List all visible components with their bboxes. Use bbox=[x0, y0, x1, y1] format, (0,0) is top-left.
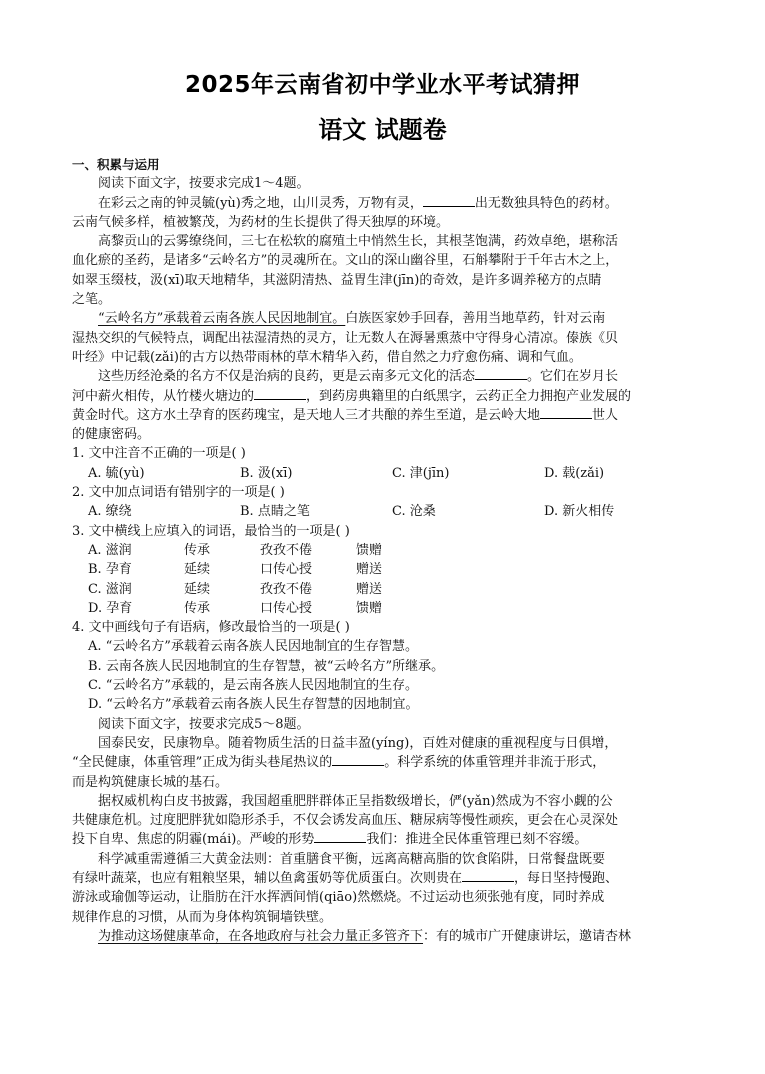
section-heading: 一、积累与运用 bbox=[72, 157, 160, 172]
passage-text: “全民健康，体重管理”正成为街头巷尾热议的 bbox=[72, 755, 333, 771]
option-b[interactable]: B. 汲(xī) bbox=[240, 465, 293, 481]
passage-line: 而是构筑健康长城的基石。 bbox=[72, 774, 229, 790]
passage-line bbox=[72, 271, 697, 290]
passage-line: 游泳或瑜伽等运动，让脂肪在汗水挥洒间悄(qiāo)然燃烧。不过运动也须张弛有度，同时养成 bbox=[72, 890, 605, 906]
passage-line: 据权威机构白皮书披露，我国超重肥胖群体正呈指数级增长，俨(yǎn)然成为不容小觑的公 bbox=[98, 793, 613, 809]
passage-line: 湿热交织的气候特点，调配出祛湿清热的灵方，让无数人在溽暑熏蒸中守得身心清凉。傣族《贝 bbox=[72, 330, 619, 346]
fill-blank bbox=[462, 869, 514, 882]
option-d[interactable]: D. 载(zǎi) bbox=[544, 465, 605, 481]
passage-line bbox=[72, 927, 697, 946]
passage-text: 科学减重需遵循三大黄金法则：首重膳食平衡，远离高糖高脂的饮食陷阱， bbox=[98, 851, 528, 867]
option-a[interactable]: A. 毓(yù) bbox=[88, 465, 145, 481]
passage-line bbox=[72, 850, 697, 869]
fill-blank bbox=[254, 387, 306, 400]
passage-text: 世人 bbox=[592, 407, 619, 423]
option-b[interactable]: B. 云南各族人民因地制宜的生存智慧，被“云岭名方”所继承。 bbox=[88, 658, 445, 674]
passage-line: 之笔。 bbox=[72, 292, 112, 308]
reading-instruction: 阅读下面文字，按要求完成1～4题。 bbox=[98, 176, 310, 192]
passage-line: 规律作息的习惯，从而为身体构筑铜墙铁壁。 bbox=[72, 909, 333, 925]
question-3-option-a[interactable] bbox=[72, 541, 697, 560]
option-cell: 赠送 bbox=[356, 562, 383, 578]
passage-line: 云南气候多样，植被繁茂，为药材的生长提供了得天独厚的环境。 bbox=[72, 214, 450, 230]
passage-text: 黄金时代。这方水土孕育的医药瑰宝，是天地人三才共酿的养生至道，是云岭大地 bbox=[72, 407, 541, 423]
passage-line bbox=[72, 367, 697, 386]
dotted-word: 日常 bbox=[527, 851, 554, 867]
question-3-option-c[interactable] bbox=[72, 580, 697, 599]
passage-line bbox=[72, 194, 697, 213]
passage-line bbox=[72, 387, 697, 406]
passage-text: 出无数独具特色的药材。 bbox=[474, 195, 618, 211]
option-cell: 孜孜不倦 bbox=[260, 542, 313, 558]
passage-line bbox=[72, 869, 697, 888]
passage-text: 这些历经沧桑的名方不仅是治病的良药，更是云南多元文化的活态 bbox=[98, 369, 476, 385]
fill-blank bbox=[332, 753, 384, 766]
fill-blank bbox=[423, 194, 475, 207]
reading-instruction: 阅读下面文字，按要求完成5～8题。 bbox=[98, 716, 310, 732]
passage-text: 白族医家妙手回春，善用当地草药，针对云南 bbox=[345, 311, 606, 327]
question-2-options bbox=[72, 502, 697, 521]
exam-title: 2025年云南省初中学业水平考试猜押 bbox=[184, 72, 580, 98]
option-c[interactable]: C. “云岭名方”承载的，是云南各族人民因地制宜的生存。 bbox=[88, 678, 419, 694]
option-a[interactable]: A. 缭绕 bbox=[88, 504, 132, 520]
passage-text: 有绿叶蔬菜，也应有粗粮坚果，辅以鱼禽蛋奶等优质蛋白。次则贵在 bbox=[72, 870, 463, 886]
option-cell: A. 滋润 bbox=[88, 542, 132, 558]
option-c[interactable]: C. 沧桑 bbox=[392, 504, 436, 520]
option-c[interactable]: C. 津(jīn) bbox=[392, 465, 450, 481]
question-1: 1. 文中注音不正确的一项是( ) bbox=[72, 446, 246, 462]
question-3-option-b[interactable] bbox=[72, 560, 697, 579]
option-cell: 馈赠 bbox=[356, 542, 383, 558]
option-cell: 孜孜不倦 bbox=[260, 581, 313, 597]
passage-text: 河中薪火相传，从竹楼火塘边的 bbox=[72, 388, 255, 404]
option-d[interactable]: D. 新火相传 bbox=[544, 504, 615, 520]
option-cell: 传承 bbox=[184, 542, 211, 558]
passage-text: ，每日坚持慢跑、 bbox=[514, 870, 619, 886]
dotted-word: 点睛 bbox=[575, 272, 602, 288]
option-d[interactable]: D. “云岭名方”承载着云南各族人民生存智慧的因地制宜。 bbox=[88, 697, 419, 713]
passage-line: 血化瘀的圣药，是诸多“云岭名方”的灵魂所在。文山的深山幽谷里，石斛攀附于千年古木之上， bbox=[72, 253, 619, 269]
option-cell: 传承 bbox=[184, 600, 211, 616]
underlined-sentence: “云岭名方”承载着云南各族人民因地制宜。 bbox=[98, 311, 346, 327]
fill-blank bbox=[475, 367, 527, 380]
question-4: 4. 文中画线句子有语病，修改最恰当的一项是( ) bbox=[72, 620, 350, 636]
passage-text: 投下自卑、焦虑的阴霾(mái)。严峻的形势 bbox=[72, 832, 315, 848]
passage-line: 共健康危机。过度肥胖犹如隐形杀手，不仅会诱发高血压、糖尿病等慢性顽疾，更会在心灵深处 bbox=[72, 813, 619, 829]
question-3: 3. 文中横线上应填入的词语，最恰当的一项是( ) bbox=[72, 523, 350, 539]
option-cell: B. 孕育 bbox=[88, 562, 132, 578]
passage-line bbox=[72, 753, 697, 772]
passage-line: 叶经》中记载(zǎi)的古方以热带雨林的草木精华入药，借自然之力疗愈伤痛、调和气血。 bbox=[72, 349, 582, 365]
option-b[interactable]: B. 点睛之笔 bbox=[240, 504, 310, 520]
option-a[interactable]: A. “云岭名方”承载着云南各族人民因地制宜的生存智慧。 bbox=[88, 639, 418, 655]
fill-blank bbox=[540, 406, 592, 419]
option-cell: 馈赠 bbox=[356, 600, 383, 616]
passage-text: 餐盘既要 bbox=[553, 851, 606, 867]
option-cell: D. 孕育 bbox=[88, 600, 133, 616]
option-cell: 赠送 bbox=[356, 581, 383, 597]
passage-line: 的健康密码。 bbox=[72, 427, 151, 443]
underlined-sentence: 为推动这场健康革命，在各地政府与社会力量正多管齐下 bbox=[98, 928, 424, 944]
option-cell: 口传心授 bbox=[260, 600, 313, 616]
passage-line bbox=[72, 406, 697, 425]
option-cell: 口传心授 bbox=[260, 562, 313, 578]
passage-line: 高黎贡山的云雾缭绕间，三七在松软的腐殖土中悄然生长，其根茎饱满，药效卓绝，堪称活 bbox=[98, 234, 619, 250]
option-cell: 延续 bbox=[184, 562, 211, 578]
exam-subtitle: 语文 试题卷 bbox=[318, 116, 447, 144]
passage-text: 。它们在岁月长 bbox=[527, 369, 619, 385]
question-1-options bbox=[72, 464, 697, 483]
option-cell: C. 滋润 bbox=[88, 581, 132, 597]
passage-text: ，到药房典籍里的白纸黑字，云药正全力拥抱产业发展的 bbox=[306, 388, 632, 404]
passage-text: 我们：推进全民体重管理已刻不容缓。 bbox=[366, 832, 588, 848]
passage-text: 在彩云之南的钟灵毓(yù)秀之地，山川灵秀，万物有灵， bbox=[98, 195, 423, 211]
passage-text: 如翠玉缀枝，汲(xī)取天地精华，其滋阴清热、益胃生津(jīn)的奇效，是许多调养秘方的 bbox=[72, 272, 576, 288]
option-cell: 延续 bbox=[184, 581, 211, 597]
question-3-option-d[interactable] bbox=[72, 599, 697, 618]
passage-text: ：有的城市广开健康讲坛，邀请杏林 bbox=[423, 928, 632, 944]
question-2: 2. 文中加点词语有错别字的一项是( ) bbox=[72, 485, 285, 501]
passage-line bbox=[72, 830, 697, 849]
fill-blank bbox=[314, 830, 366, 843]
exam-body bbox=[72, 155, 697, 946]
passage-line bbox=[72, 309, 697, 328]
passage-text: 。科学系统的体重管理并非流于形式， bbox=[384, 755, 606, 771]
passage-line: 国泰民安，民康物阜。随着物质生活的日益丰盈(yíng)，百姓对健康的重视程度与日俱增， bbox=[98, 735, 618, 751]
